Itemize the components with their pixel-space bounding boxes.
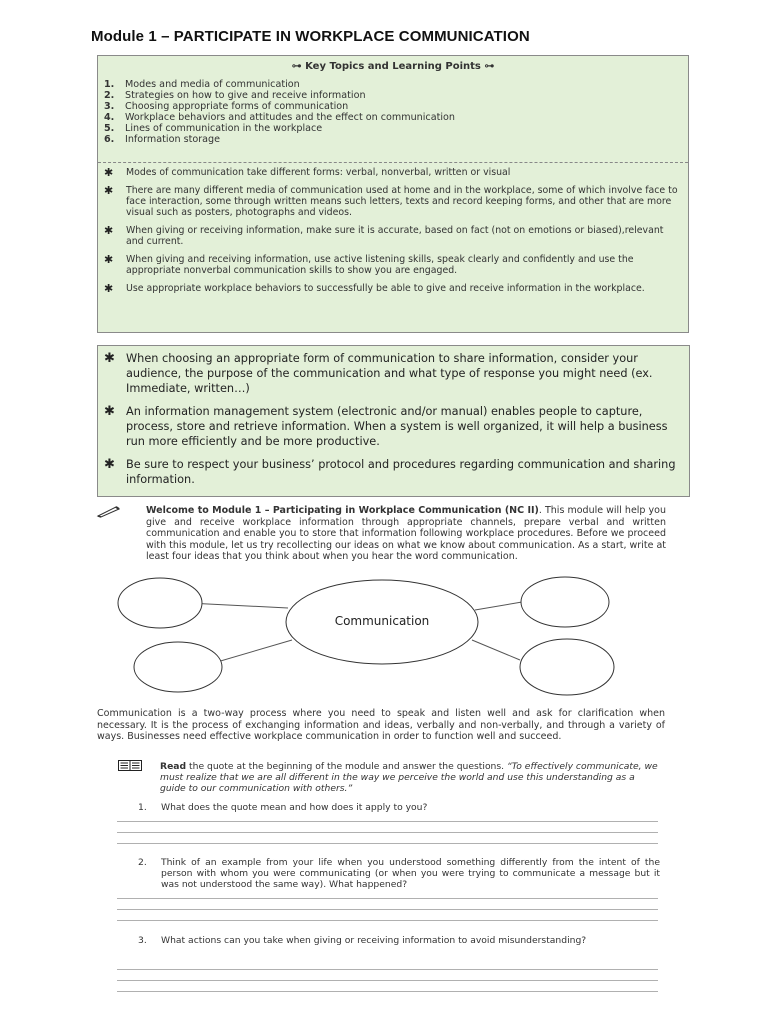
asterisk-bullet-icon bbox=[104, 225, 126, 247]
key-icon: ⊶ bbox=[484, 61, 495, 72]
asterisk-bullet-icon bbox=[104, 457, 126, 487]
question-number: 3. bbox=[138, 935, 147, 946]
key-topics-heading bbox=[98, 56, 688, 75]
book-icon bbox=[118, 760, 142, 771]
connector-line bbox=[475, 602, 522, 610]
topic-number: 1. bbox=[104, 79, 115, 90]
list-item bbox=[104, 123, 688, 134]
connector-line bbox=[472, 640, 520, 660]
asterisk-bullet-icon bbox=[104, 185, 126, 218]
topic-number: 3. bbox=[104, 101, 115, 112]
topic-text: Information storage bbox=[125, 134, 221, 145]
topic-text: Strategies on how to give and receive information bbox=[125, 90, 366, 101]
communication-form-box bbox=[97, 345, 690, 497]
question-number: 2. bbox=[138, 857, 147, 868]
question-text: Think of an example from your life when you understood something differently from the intent of the person with whom you were communicating (or when you were trying to communicate a message but it was not understood the same way). What happened? bbox=[161, 857, 660, 890]
topic-text: Workplace behaviors and attitudes and the effect on communication bbox=[125, 112, 455, 123]
read-keyword: Read bbox=[160, 761, 187, 772]
question-1 bbox=[138, 802, 660, 813]
answer-line[interactable] bbox=[117, 980, 658, 981]
key-topics-heading-text: Key Topics and Learning Points bbox=[305, 61, 481, 72]
topic-number: 2. bbox=[104, 90, 115, 101]
list-item bbox=[104, 90, 688, 101]
form-point bbox=[104, 351, 683, 396]
key-icon: ⊶ bbox=[291, 61, 302, 72]
answer-line[interactable] bbox=[117, 898, 658, 899]
answer-line[interactable] bbox=[117, 909, 658, 910]
idea-bubble-bottom-left[interactable] bbox=[134, 642, 222, 692]
form-point-text: When choosing an appropriate form of communication to share information, consider your audience, the purpose of the communication and what type of response you might need (ex. Immediate, written…) bbox=[126, 352, 653, 395]
topic-number: 4. bbox=[104, 112, 115, 123]
answer-line[interactable] bbox=[117, 920, 658, 921]
question-number: 1. bbox=[138, 802, 147, 813]
form-points bbox=[98, 346, 689, 487]
concept-map bbox=[100, 570, 670, 700]
concept-map-drawing bbox=[100, 570, 670, 700]
learning-point-text: When giving and receiving information, use active listening skills, speak clearly and confidently and use the appropriate nonverbal communication skills to show you are engaged. bbox=[126, 254, 634, 276]
list-item bbox=[104, 112, 688, 123]
welcome-text: . This module will help you give and receive workplace information through appropriate channels, prepare verbal and written communication and enable you to store that information following workplace procedures. Before we proceed with this module, let us try recollecting our ideas on what we know about communication. As a start, write at least four ideas that you think about when you hear the word communication. bbox=[146, 505, 666, 562]
pencil-icon bbox=[96, 504, 122, 518]
learning-point-text: When giving or receiving information, make sure it is accurate, based on fact (not on emotions or biased),relevant and current. bbox=[126, 225, 664, 247]
answer-line[interactable] bbox=[117, 832, 658, 833]
idea-bubble-top-right[interactable] bbox=[521, 577, 609, 627]
learning-point-text: Use appropriate workplace behaviors to successfully be able to give and receive information in the workplace. bbox=[126, 283, 645, 294]
communication-paragraph: Communication is a two-way process where you need to speak and listen well and ask for clarification when necessary. It is the process of exchanging information and ideas, verbally and non-verbally, and through a variety of ways. Businesses need effective workplace communication in order to function well and succeed. bbox=[97, 708, 665, 742]
learning-point bbox=[104, 225, 682, 247]
welcome-paragraph bbox=[146, 505, 666, 563]
idea-bubble-top-left[interactable] bbox=[118, 578, 202, 628]
learning-point-text: There are many different media of communication used at home and in the workplace, some of which involve face to face interaction, some through written means such letters, texts and record keeping forms, and other that are more visual such as posters, photographs and videos. bbox=[126, 185, 678, 218]
learning-points bbox=[98, 163, 688, 294]
asterisk-bullet-icon bbox=[104, 404, 126, 449]
learning-point bbox=[104, 167, 682, 178]
reading-quote: “To effectively communicate, we must realize that we are all different in the way we perceive the world and use this understanding as a guide to our communication with others.” bbox=[160, 761, 658, 794]
form-point bbox=[104, 457, 683, 487]
list-item bbox=[104, 134, 688, 145]
asterisk-bullet-icon bbox=[104, 167, 126, 178]
page-title: Module 1 – PARTICIPATE IN WORKPLACE COMMUNICATION bbox=[91, 28, 530, 45]
topic-list bbox=[104, 79, 688, 145]
learning-point bbox=[104, 254, 682, 276]
question-2 bbox=[138, 857, 660, 890]
welcome-lead: Welcome to Module 1 – Participating in Workplace Communication (NC II) bbox=[146, 505, 539, 516]
learning-point bbox=[104, 185, 682, 218]
answer-line[interactable] bbox=[117, 843, 658, 844]
idea-bubble-bottom-right[interactable] bbox=[520, 639, 614, 695]
answer-line[interactable] bbox=[117, 969, 658, 970]
communication-center-label: Communication bbox=[334, 614, 430, 628]
reading-instructions bbox=[160, 761, 660, 794]
connector-line bbox=[188, 603, 288, 608]
form-point-text: Be sure to respect your business’ protocol and procedures regarding communication and sharing information. bbox=[126, 458, 676, 486]
topic-text: Modes and media of communication bbox=[125, 79, 300, 90]
learning-point bbox=[104, 283, 682, 294]
asterisk-bullet-icon bbox=[104, 254, 126, 276]
answer-line[interactable] bbox=[117, 991, 658, 992]
answer-line[interactable] bbox=[117, 821, 658, 822]
question-text: What actions can you take when giving or receiving information to avoid misunderstanding? bbox=[161, 935, 587, 946]
learning-point-text: Modes of communication take different forms: verbal, nonverbal, written or visual bbox=[126, 167, 511, 178]
topic-number: 5. bbox=[104, 123, 115, 134]
asterisk-bullet-icon bbox=[104, 283, 126, 294]
question-3 bbox=[138, 935, 660, 946]
reading-intro-text: the quote at the beginning of the module and answer the questions. bbox=[186, 761, 508, 772]
question-text: What does the quote mean and how does it apply to you? bbox=[161, 802, 428, 813]
topic-number: 6. bbox=[104, 134, 115, 145]
topics-section bbox=[98, 56, 688, 163]
asterisk-bullet-icon bbox=[104, 351, 126, 396]
form-point-text: An information management system (electronic and/or manual) enables people to capture, process, store and retrieve information. When a system is well organized, it will help a business run more efficiently and be more productive. bbox=[126, 405, 668, 448]
key-topics-box bbox=[97, 55, 689, 333]
topic-text: Choosing appropriate forms of communication bbox=[125, 101, 349, 112]
list-item bbox=[104, 79, 688, 90]
form-point bbox=[104, 404, 683, 449]
list-item bbox=[104, 101, 688, 112]
topic-text: Lines of communication in the workplace bbox=[125, 123, 323, 134]
